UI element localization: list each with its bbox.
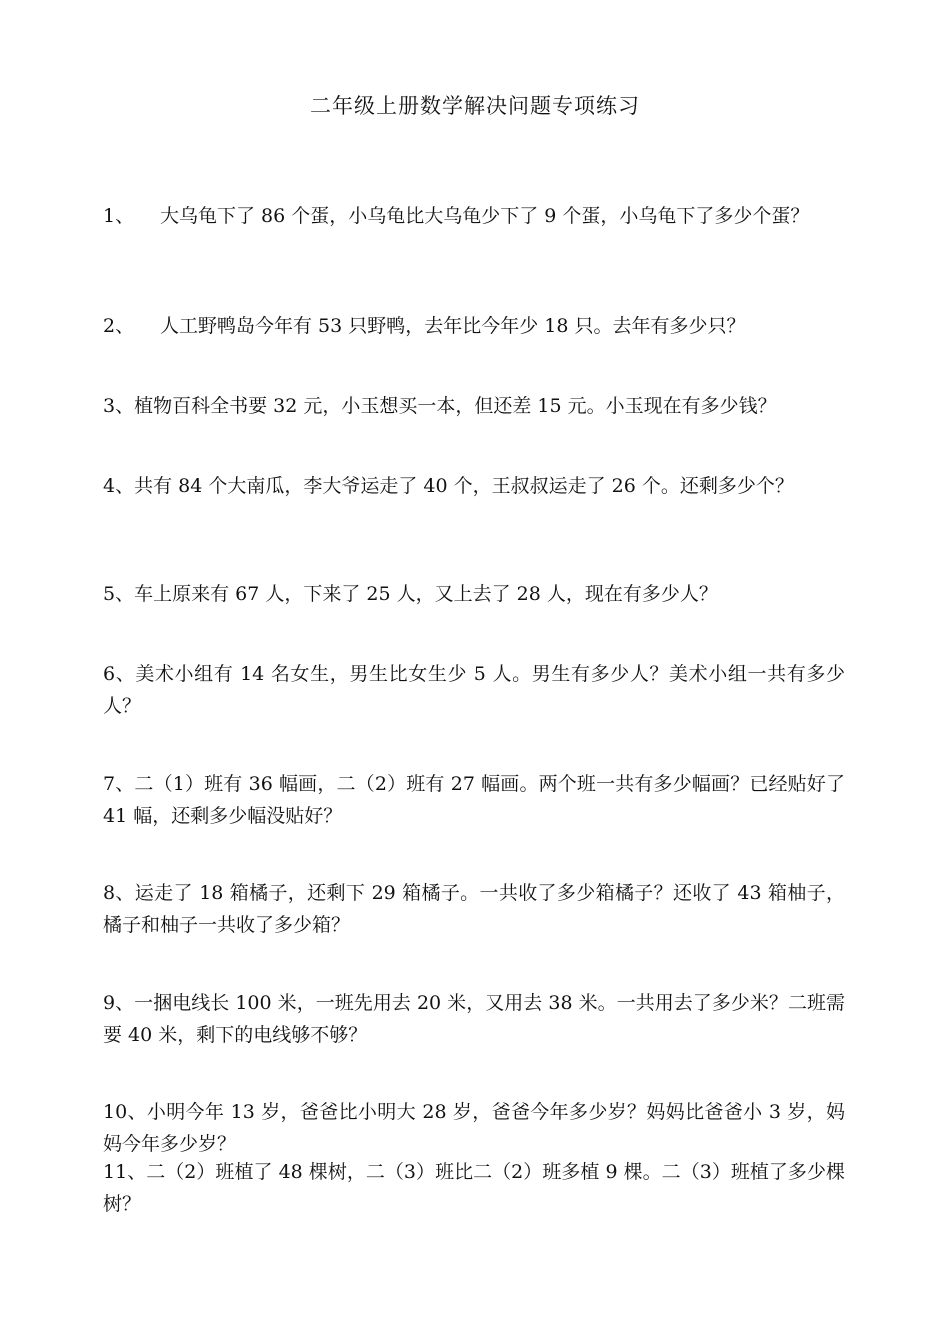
problem-text: 9、一捆电线长 100 米，一班先用去 20 米，又用去 38 米。一共用去了多少米？二班需要 40 米，剩下的电线够不够？ xyxy=(103,992,845,1046)
problem-5 xyxy=(103,578,845,610)
problem-2 xyxy=(103,310,845,342)
problem-text: 11、二（2）班植了 48 棵树，二（3）班比二（2）班多植 9 棵。二（3）班植了多少棵树？ xyxy=(103,1161,845,1215)
problem-7 xyxy=(103,768,845,832)
problem-text: 大乌龟下了 86 个蛋，小乌龟比大乌龟少下了 9 个蛋，小乌龟下了多少个蛋？ xyxy=(160,205,810,227)
problem-8 xyxy=(103,877,845,941)
problem-9 xyxy=(103,987,845,1051)
problem-6 xyxy=(103,658,845,722)
problem-text: 8、运走了 18 箱橘子，还剩下 29 箱橘子。一共收了多少箱橘子？还收了 43 箱柚子，橘子和柚子一共收了多少箱？ xyxy=(103,882,845,936)
problem-number: 1、 xyxy=(103,205,135,227)
problem-4 xyxy=(103,470,845,502)
problem-3 xyxy=(103,390,845,422)
problem-text: 10、小明今年 13 岁，爸爸比小明大 28 岁，爸爸今年多少岁？妈妈比爸爸小 3 岁，妈妈今年多少岁？ xyxy=(103,1101,845,1155)
problem-text: 7、二（1）班有 36 幅画，二（2）班有 27 幅画。两个班一共有多少幅画？已经贴好了 41 幅，还剩多少幅没贴好？ xyxy=(103,773,845,827)
problem-text: 6、美术小组有 14 名女生，男生比女生少 5 人。男生有多少人？美术小组一共有多少人？ xyxy=(103,663,845,717)
problem-1 xyxy=(103,200,845,232)
problem-text: 4、共有 84 个大南瓜，李大爷运走了 40 个，王叔叔运走了 26 个。还剩多少个？ xyxy=(103,475,794,497)
problem-text: 3、植物百科全书要 32 元，小玉想买一本，但还差 15 元。小玉现在有多少钱？ xyxy=(103,395,777,417)
problem-text: 人工野鸭岛今年有 53 只野鸭，去年比今年少 18 只。去年有多少只？ xyxy=(160,315,746,337)
problem-10 xyxy=(103,1096,845,1160)
page-title: 二年级上册数学解决问题专项练习 xyxy=(310,94,640,118)
problem-number: 2、 xyxy=(103,315,135,337)
problem-11 xyxy=(103,1156,845,1220)
problem-text: 5、车上原来有 67 人，下来了 25 人，又上去了 28 人，现在有多少人？ xyxy=(103,583,718,605)
